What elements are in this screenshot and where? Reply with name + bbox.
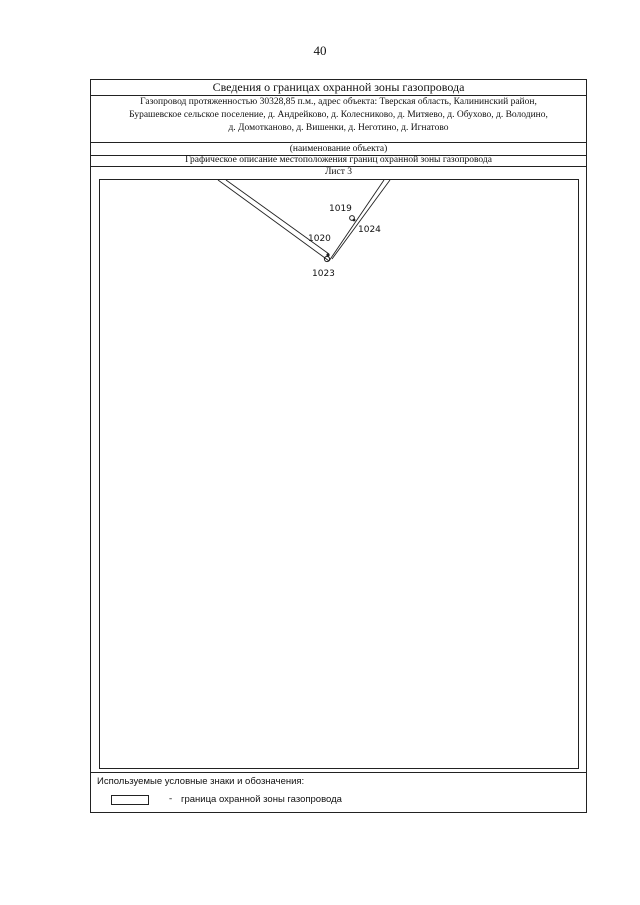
legend	[91, 772, 586, 813]
point-label-1020: 1020	[308, 234, 331, 244]
graphic-description-heading: Графическое описание местоположения границ охранной зоны газопровода	[91, 155, 586, 167]
point-label-1024: 1024	[358, 225, 381, 235]
description-line: Бурашевское сельское поселение, д. Андрейково, д. Колесниково, д. Митяево, д. Обухово, д. Володино,	[129, 110, 548, 120]
boundary-line	[329, 180, 384, 261]
boundary-line	[218, 180, 325, 258]
description-line: Газопровод протяженностью 30328,85 п.м., адрес объекта: Тверская область, Калининский район,	[140, 97, 537, 107]
point-1020-marker	[326, 253, 329, 256]
description-line: д. Домотканово, д. Вишенки, д. Неготино, д. Игнатово	[228, 123, 449, 133]
point-label-1019: 1019	[329, 204, 352, 214]
object-name-caption: (наименование объекта)	[91, 143, 586, 156]
legend-title: Используемые условные знаки и обозначения:	[97, 776, 305, 787]
point-label-1023: 1023	[312, 269, 335, 279]
legend-item-label: граница охранной зоны газопровода	[181, 794, 342, 805]
page-number: 40	[313, 43, 327, 58]
document-title: Сведения о границах охранной зоны газопровода	[91, 80, 586, 96]
legend-dash: -	[169, 794, 173, 804]
point-1024-marker	[353, 219, 356, 222]
sheet-label: Лист 3	[324, 167, 353, 177]
boundary-line	[332, 180, 390, 259]
boundary-map	[99, 179, 579, 769]
boundary-line	[325, 258, 329, 261]
boundary-map-drawing	[100, 180, 579, 769]
legend-boundary-swatch	[111, 795, 149, 805]
document-frame	[90, 79, 587, 813]
object-description	[91, 95, 586, 143]
